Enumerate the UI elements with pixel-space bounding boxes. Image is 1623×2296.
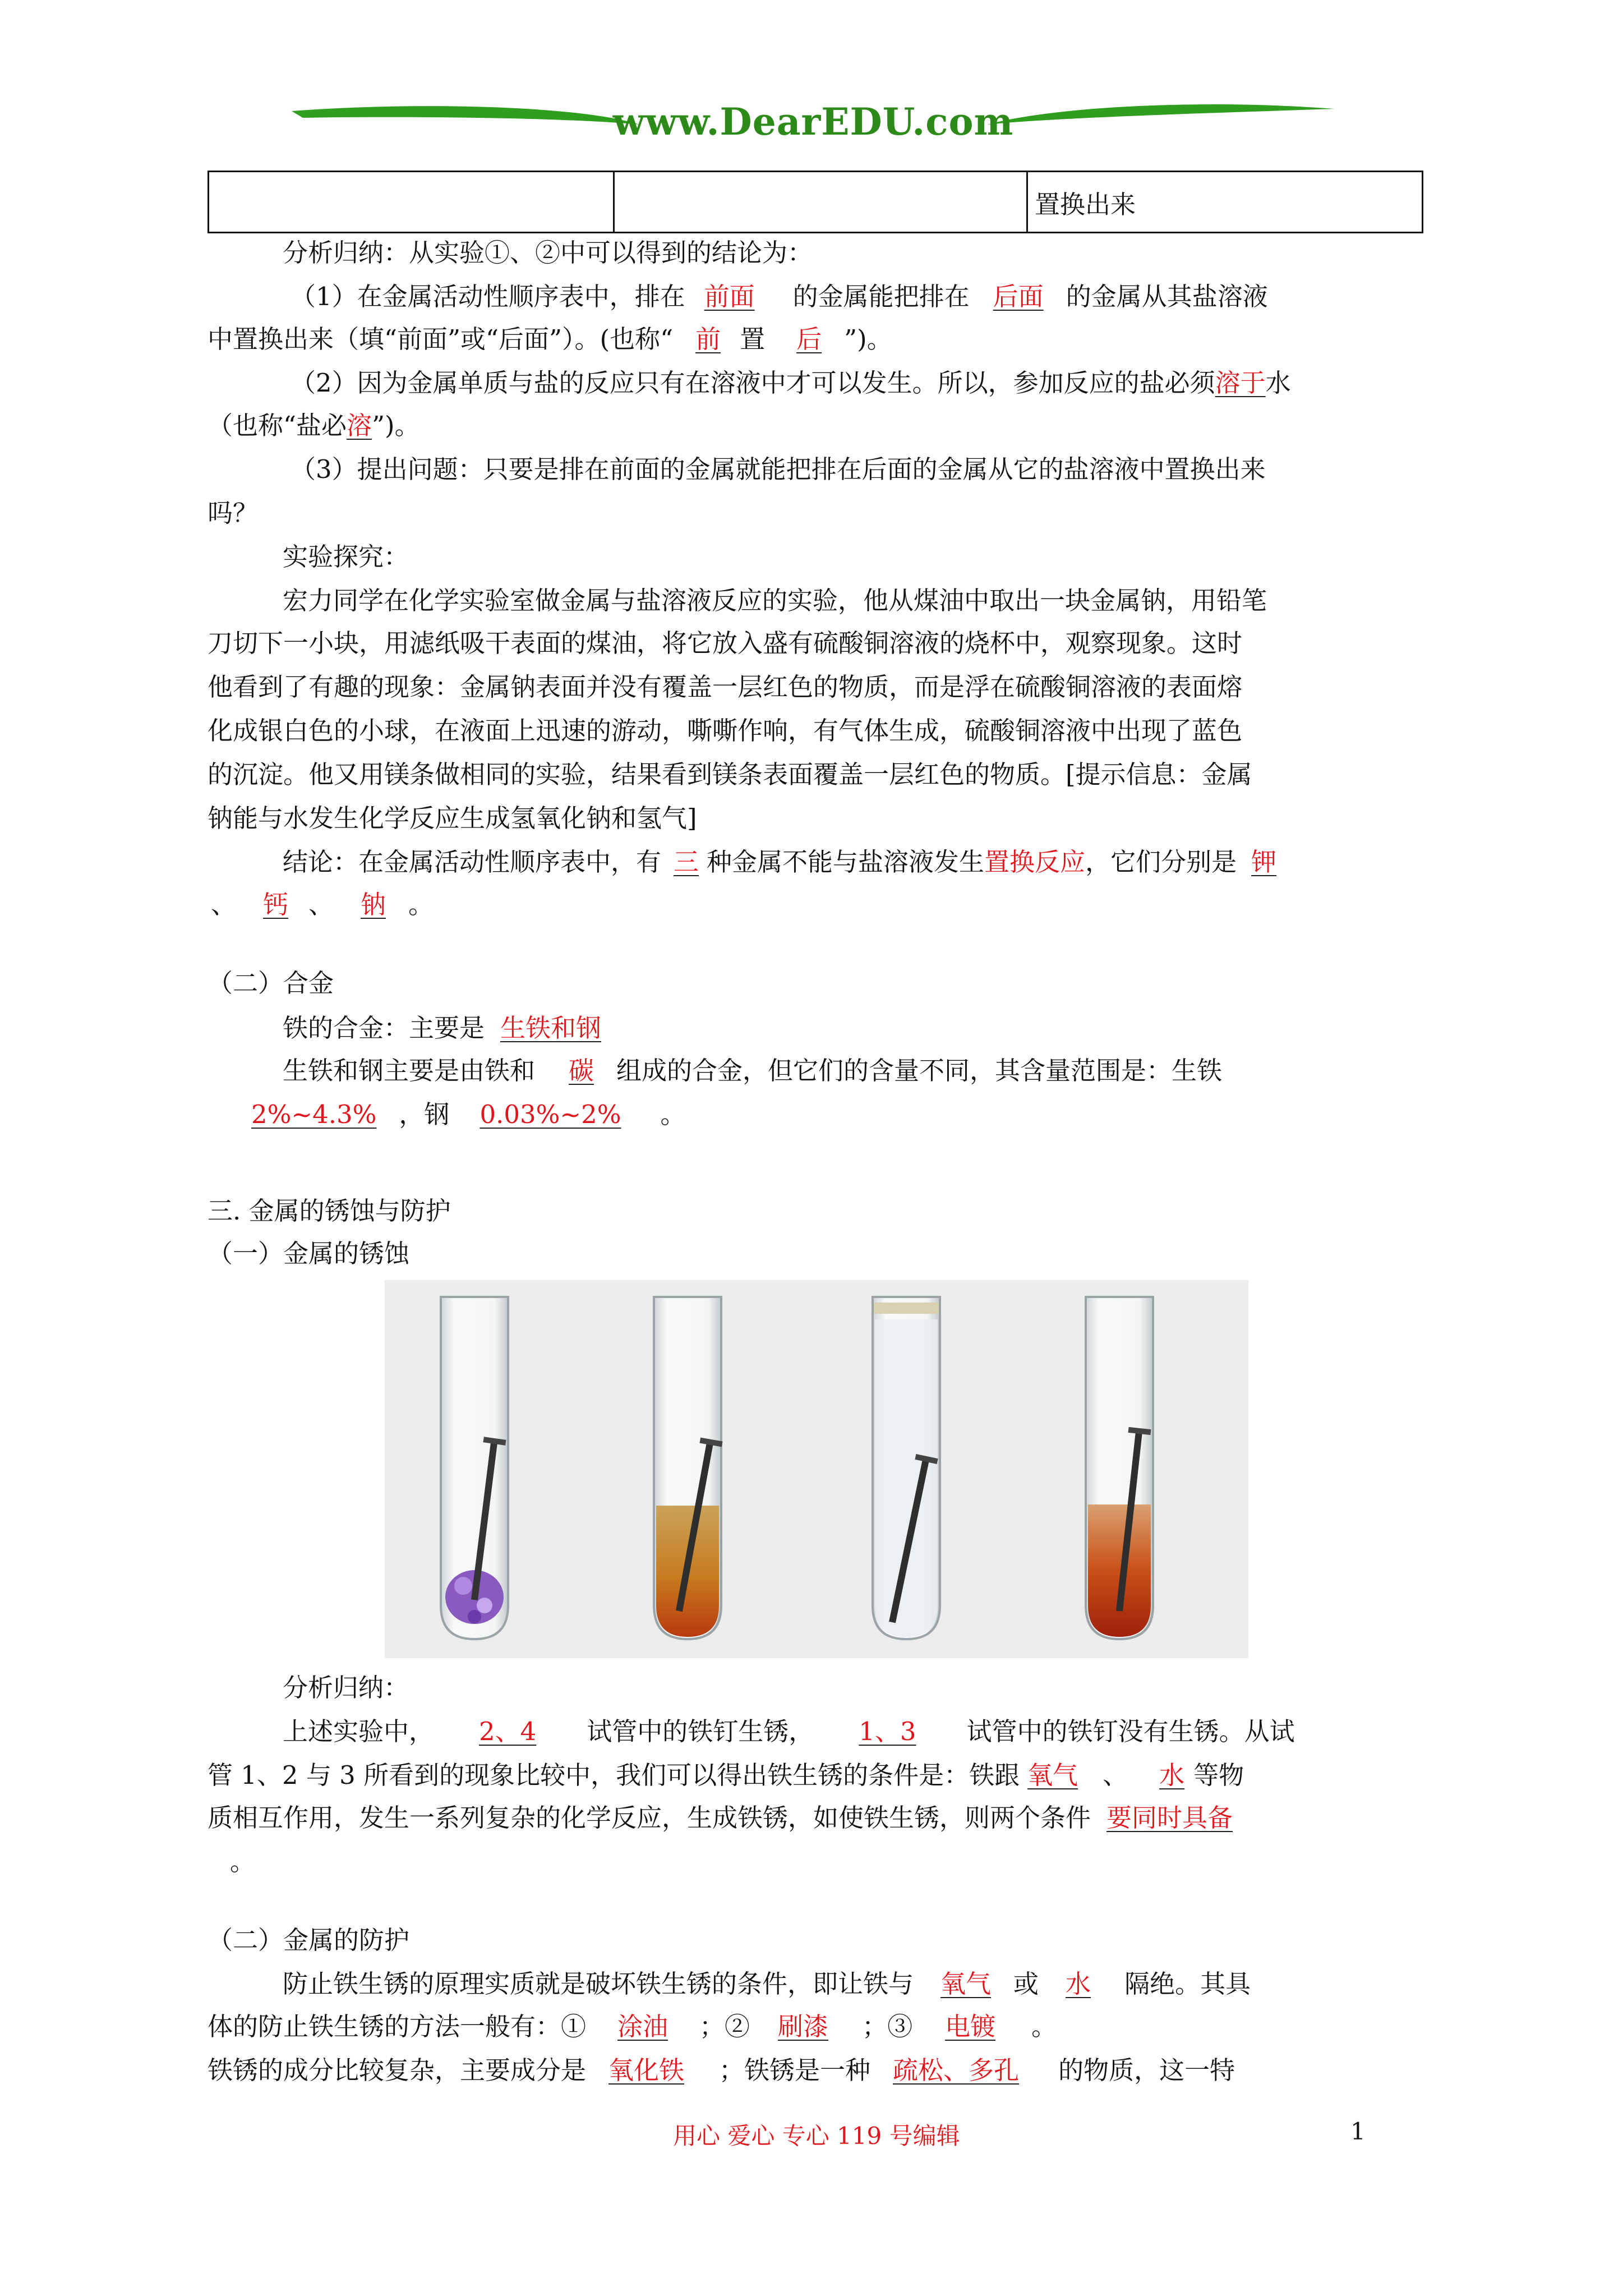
answer: 溶 — [347, 411, 372, 440]
answer: 钠 — [361, 890, 386, 919]
conclusion-2-line1: （2）因为金属单质与盐的反应只有在溶液中才可以发生。所以，参加反应的盐必须溶于水 — [291, 368, 1291, 398]
test-tube-1 — [441, 1297, 508, 1639]
alloy-title: （二）合金 — [208, 968, 334, 998]
answer: 刷漆 — [778, 2012, 829, 2041]
conclusion-2-line2: （也称“盐必溶”)。 — [208, 411, 420, 440]
answer: 要同时具备 — [1106, 1803, 1233, 1833]
answer: 后 — [796, 324, 822, 354]
conclusion-line2: 、 钙 、 钠 。 — [211, 890, 434, 919]
test-tube-3 — [873, 1297, 940, 1639]
answer: 水 — [1066, 1969, 1091, 1999]
answer: 三 — [674, 847, 699, 877]
protect-line1: 防止铁生锈的原理实质就是破坏铁生锈的条件，即让铁与 氧气 或 水 隔绝。其具 — [283, 1969, 1251, 1999]
answer: 后面 — [993, 282, 1044, 311]
rust-line1: 上述实验中， 2、4 试管中的铁钉生锈， 1、3 试管中的铁钉没有生锈。从试 — [283, 1717, 1295, 1746]
answer: 1、3 — [859, 1717, 916, 1746]
rust-line2: 管 1、2 与 3 所看到的现象比较中，我们可以得出铁生锈的条件是：铁跟 氧气 、 水 等物 — [208, 1760, 1244, 1790]
answer: 溶于 — [1215, 368, 1266, 398]
answer: 钙 — [263, 890, 289, 919]
conclusion-1-line1: （1）在金属活动性顺序表中，排在 前面 的金属能把排在 后面 的金属从其盐溶液 — [291, 282, 1268, 311]
experiment-title: 实验探究： — [283, 542, 409, 572]
test-tube-4 — [1086, 1297, 1153, 1639]
footer-text: 用心 爱心 专心 119 号编辑 — [673, 2122, 960, 2150]
experiment-text: 宏力同学在化学实验室做金属与盐溶液反应的实验，他从煤油中取出一块金属钠，用铅笔 — [283, 586, 1267, 615]
experiment-text: 钠能与水发生化学反应生成氢氧化钠和氢气] — [208, 803, 697, 833]
answer: 涂油 — [617, 2012, 668, 2041]
header-logo — [292, 84, 1335, 151]
subsection-heading: （二）金属的防护 — [208, 1925, 410, 1955]
protect-line2: 体的防止铁生锈的方法一般有：① 涂油 ；② 刷漆 ；③ 电镀 。 — [208, 2012, 1057, 2041]
section-heading: 三. 金属的锈蚀与防护 — [208, 1196, 451, 1226]
table-cell: 置换出来 — [1027, 172, 1423, 233]
answer: 电镀 — [945, 2012, 996, 2041]
answer: 前面 — [704, 282, 755, 311]
answer: 氧气 — [1027, 1760, 1078, 1790]
alloy-line1: 铁的合金：主要是 生铁和钢 — [283, 1011, 617, 1046]
table-cell — [614, 172, 1027, 233]
alloy-line3: 2%~4.3% ，钢 0.03%~2% 。 — [208, 1097, 686, 1132]
subsection-heading: （一）金属的锈蚀 — [208, 1239, 410, 1268]
experiment-text: 的沉淀。他又用镁条做相同的实验，结果看到镁条表面覆盖一层红色的物质。[提示信息：金属 — [208, 760, 1252, 789]
answer: 0.03%~2% — [479, 1099, 621, 1129]
answer: 2、4 — [479, 1717, 537, 1746]
protect-line3: 铁锈的成分比较复杂，主要成分是 氧化铁 ；铁锈是一种 疏松、多孔 的物质，这一特 — [208, 2055, 1235, 2085]
rust-line4: 。 — [230, 1847, 256, 1876]
experiment-table — [208, 171, 1423, 233]
question-line1: （3）提出问题：只要是排在前面的金属就能把排在后面的金属从它的盐溶液中置换出来 — [291, 454, 1266, 484]
answer: 碳 — [569, 1056, 594, 1085]
answer: 置换反应 — [984, 847, 1086, 877]
answer: 水 — [1159, 1760, 1185, 1790]
answer: 氧化铁 — [608, 2055, 685, 2085]
table-row — [209, 172, 1423, 233]
rust-line3: 质相互作用，发生一系列复杂的化学反应，生成铁锈，如使铁生锈，则两个条件 要同时具备 — [208, 1803, 1233, 1833]
answer: 生铁和钢 — [500, 1013, 602, 1043]
test-tube-2 — [654, 1297, 723, 1639]
conclusion-line1: 结论：在金属活动性顺序表中，有 三 种金属不能与盐溶液发生置换反应，它们分别是 钾 — [283, 847, 1277, 877]
conclusion-1-line2: 中置换出来（填“前面”或“后面”）。(也称“ 前 置 后 ”)。 — [208, 324, 892, 354]
table-cell — [209, 172, 614, 233]
site-name: www.DearEDU.com — [612, 100, 1014, 144]
analysis-title: 分析归纳： — [283, 1673, 409, 1703]
alloy-line2: 生铁和钢主要是由铁和 碳 组成的合金，但它们的含量不同，其含量范围是：生铁 — [283, 1056, 1223, 1085]
test-tubes-photo — [385, 1280, 1248, 1658]
page-number: 1 — [1350, 2118, 1366, 2145]
analysis-intro: 分析归纳：从实验①、②中可以得到的结论为： — [283, 238, 813, 268]
question-line2: 吗？ — [208, 498, 259, 528]
answer: 2%~4.3% — [251, 1099, 377, 1129]
answer: 前 — [695, 324, 721, 354]
experiment-text: 刀切下一小块，用滤纸吸干表面的煤油，将它放入盛有硫酸铜溶液的烧杯中，观察现象。这时 — [208, 628, 1243, 658]
answer: 疏松、多孔 — [893, 2055, 1020, 2085]
answer: 氧气 — [940, 1969, 992, 1999]
experiment-text: 化成银白色的小球，在液面上迅速的游动，嘶嘶作响，有气体生成，硫酸铜溶液中出现了蓝色 — [208, 716, 1243, 746]
answer: 钾 — [1251, 847, 1277, 877]
experiment-text: 他看到了有趣的现象：金属钠表面并没有覆盖一层红色的物质，而是浮在硫酸铜溶液的表面熔 — [208, 672, 1243, 702]
